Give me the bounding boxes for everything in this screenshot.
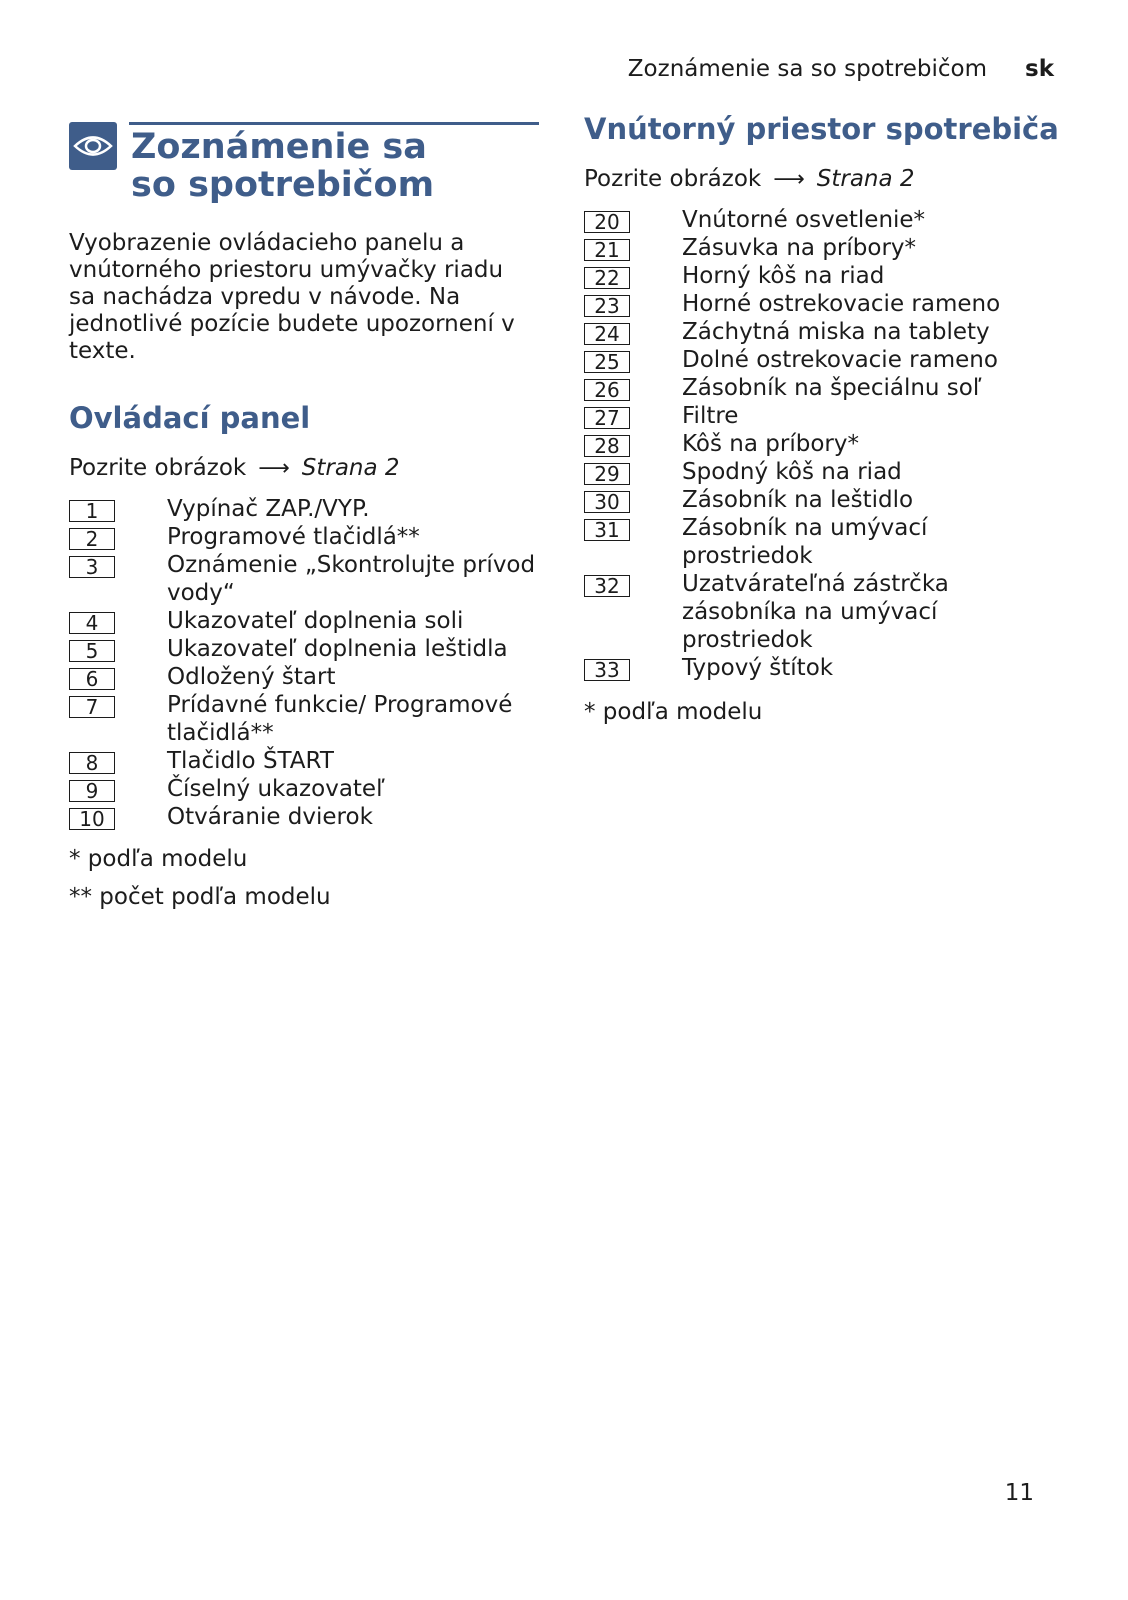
- item-number-box: 8: [69, 752, 115, 774]
- item-label: Ukazovateľ doplnenia soli: [167, 608, 464, 634]
- item-label: Prídavné funkcie/ Programové tlačidlá**: [167, 692, 513, 746]
- eye-icon: [69, 122, 117, 170]
- list-item: [584, 290, 1064, 318]
- item-number-box: 2: [69, 528, 115, 550]
- item-label: Tlačidlo ŠTART: [167, 748, 334, 774]
- item-label: Spodný kôš na riad: [682, 459, 902, 485]
- item-number-box: 28: [584, 435, 630, 457]
- item-label: Odložený štart: [167, 664, 336, 690]
- item-label: Filtre: [682, 403, 739, 429]
- item-number-box: 26: [584, 379, 630, 401]
- list-item: [69, 775, 539, 803]
- language-code: sk: [1025, 56, 1054, 82]
- item-number-box: 1: [69, 500, 115, 522]
- item-number-box: 33: [584, 659, 630, 681]
- item-label: Horný kôš na riad: [682, 263, 885, 289]
- item-label: Zásobník na umývací prostriedok: [682, 515, 928, 569]
- interior-footnote: * podľa modelu: [584, 699, 763, 725]
- control-panel-reference: [69, 455, 539, 481]
- item-number-box: 32: [584, 575, 630, 597]
- control-panel-list: [69, 495, 539, 831]
- list-item: [584, 430, 1064, 458]
- item-number-box: 24: [584, 323, 630, 345]
- item-number-box: 22: [584, 267, 630, 289]
- see-text: Pozrite obrázok: [584, 166, 762, 192]
- item-number-box: 4: [69, 612, 115, 634]
- list-item: [69, 607, 539, 635]
- list-item: [69, 551, 539, 607]
- item-label: Programové tlačidlá**: [167, 524, 420, 550]
- item-number-box: 31: [584, 519, 630, 541]
- title-line-2: so spotrebičom: [131, 165, 435, 205]
- item-number-box: 29: [584, 463, 630, 485]
- item-number-box: 23: [584, 295, 630, 317]
- list-item: [69, 691, 539, 747]
- item-label: Uzatvárateľná zástrčka zásobníka na umývací prostriedok: [682, 571, 949, 653]
- list-item: [584, 458, 1064, 486]
- arrow-right-icon: ⟶: [773, 166, 805, 192]
- list-item: [69, 635, 539, 663]
- list-item: [584, 514, 1064, 570]
- list-item: [584, 402, 1064, 430]
- running-header: [628, 56, 1054, 82]
- footnote-count: ** počet podľa modelu: [69, 884, 331, 910]
- item-number-box: 3: [69, 556, 115, 578]
- left-column: [69, 122, 539, 911]
- item-label: Vnútorné osvetlenie*: [682, 207, 926, 233]
- list-item: [584, 486, 1064, 514]
- header-title: Zoznámenie sa so spotrebičom: [627, 56, 987, 82]
- list-item: [584, 206, 1064, 234]
- item-number-box: 6: [69, 668, 115, 690]
- item-label: Zásobník na leštidlo: [682, 487, 914, 513]
- list-item: [69, 663, 539, 691]
- control-panel-heading: Ovládací panel: [69, 401, 311, 435]
- list-item: [584, 346, 1064, 374]
- section-title-block: [69, 122, 539, 218]
- item-label: Dolné ostrekovacie rameno: [682, 347, 998, 373]
- right-column: [584, 112, 1064, 726]
- list-item: [584, 234, 1064, 262]
- page-reference: Strana 2: [816, 166, 915, 192]
- item-number-box: 25: [584, 351, 630, 373]
- see-text: Pozrite obrázok: [69, 455, 247, 481]
- item-label: Typový štítok: [682, 655, 834, 681]
- interior-list: [584, 206, 1064, 682]
- item-number-box: 9: [69, 780, 115, 802]
- item-number-box: 21: [584, 239, 630, 261]
- item-number-box: 7: [69, 696, 115, 718]
- interior-heading: Vnútorný priestor spotrebiča: [584, 112, 1059, 146]
- item-number-box: 27: [584, 407, 630, 429]
- list-item: [69, 747, 539, 775]
- page-title: [131, 128, 434, 204]
- item-label: Horné ostrekovacie rameno: [682, 291, 1001, 317]
- list-item: [584, 374, 1064, 402]
- list-item: [584, 570, 1064, 654]
- item-label: Zásuvka na príbory*: [682, 235, 917, 261]
- list-item: [69, 523, 539, 551]
- title-line-1: Zoznámenie sa: [131, 127, 427, 167]
- interior-reference: [584, 166, 1064, 192]
- item-label: Záchytná miska na tablety: [682, 319, 990, 345]
- item-label: Kôš na príbory*: [682, 431, 859, 457]
- list-item: [69, 495, 539, 523]
- item-number-box: 5: [69, 640, 115, 662]
- item-label: Číselný ukazovateľ: [167, 776, 385, 802]
- item-label: Otváranie dvierok: [167, 804, 373, 830]
- item-number-box: 20: [584, 211, 630, 233]
- item-number-box: 30: [584, 491, 630, 513]
- intro-paragraph: Vyobrazenie ovládacieho panelu a vnútorného priestoru umývačky riadu sa nachádza vpredu v návode. Na jednotlivé pozície budete upozornení v texte.: [69, 230, 515, 364]
- page-number: 11: [1004, 1480, 1034, 1506]
- list-item: [584, 318, 1064, 346]
- list-item: [69, 803, 539, 831]
- item-label: Oznámenie „Skontrolujte prívod vody“: [167, 552, 536, 606]
- item-label: Ukazovateľ doplnenia leštidla: [167, 636, 508, 662]
- arrow-right-icon: ⟶: [258, 455, 290, 481]
- item-label: Zásobník na špeciálnu soľ: [682, 375, 982, 401]
- list-item: [584, 654, 1064, 682]
- footnote-model: * podľa modelu: [69, 846, 248, 872]
- item-number-box: 10: [69, 808, 115, 830]
- title-rule: [129, 122, 539, 125]
- page-reference: Strana 2: [301, 455, 400, 481]
- list-item: [584, 262, 1064, 290]
- item-label: Vypínač ZAP./VYP.: [167, 496, 370, 522]
